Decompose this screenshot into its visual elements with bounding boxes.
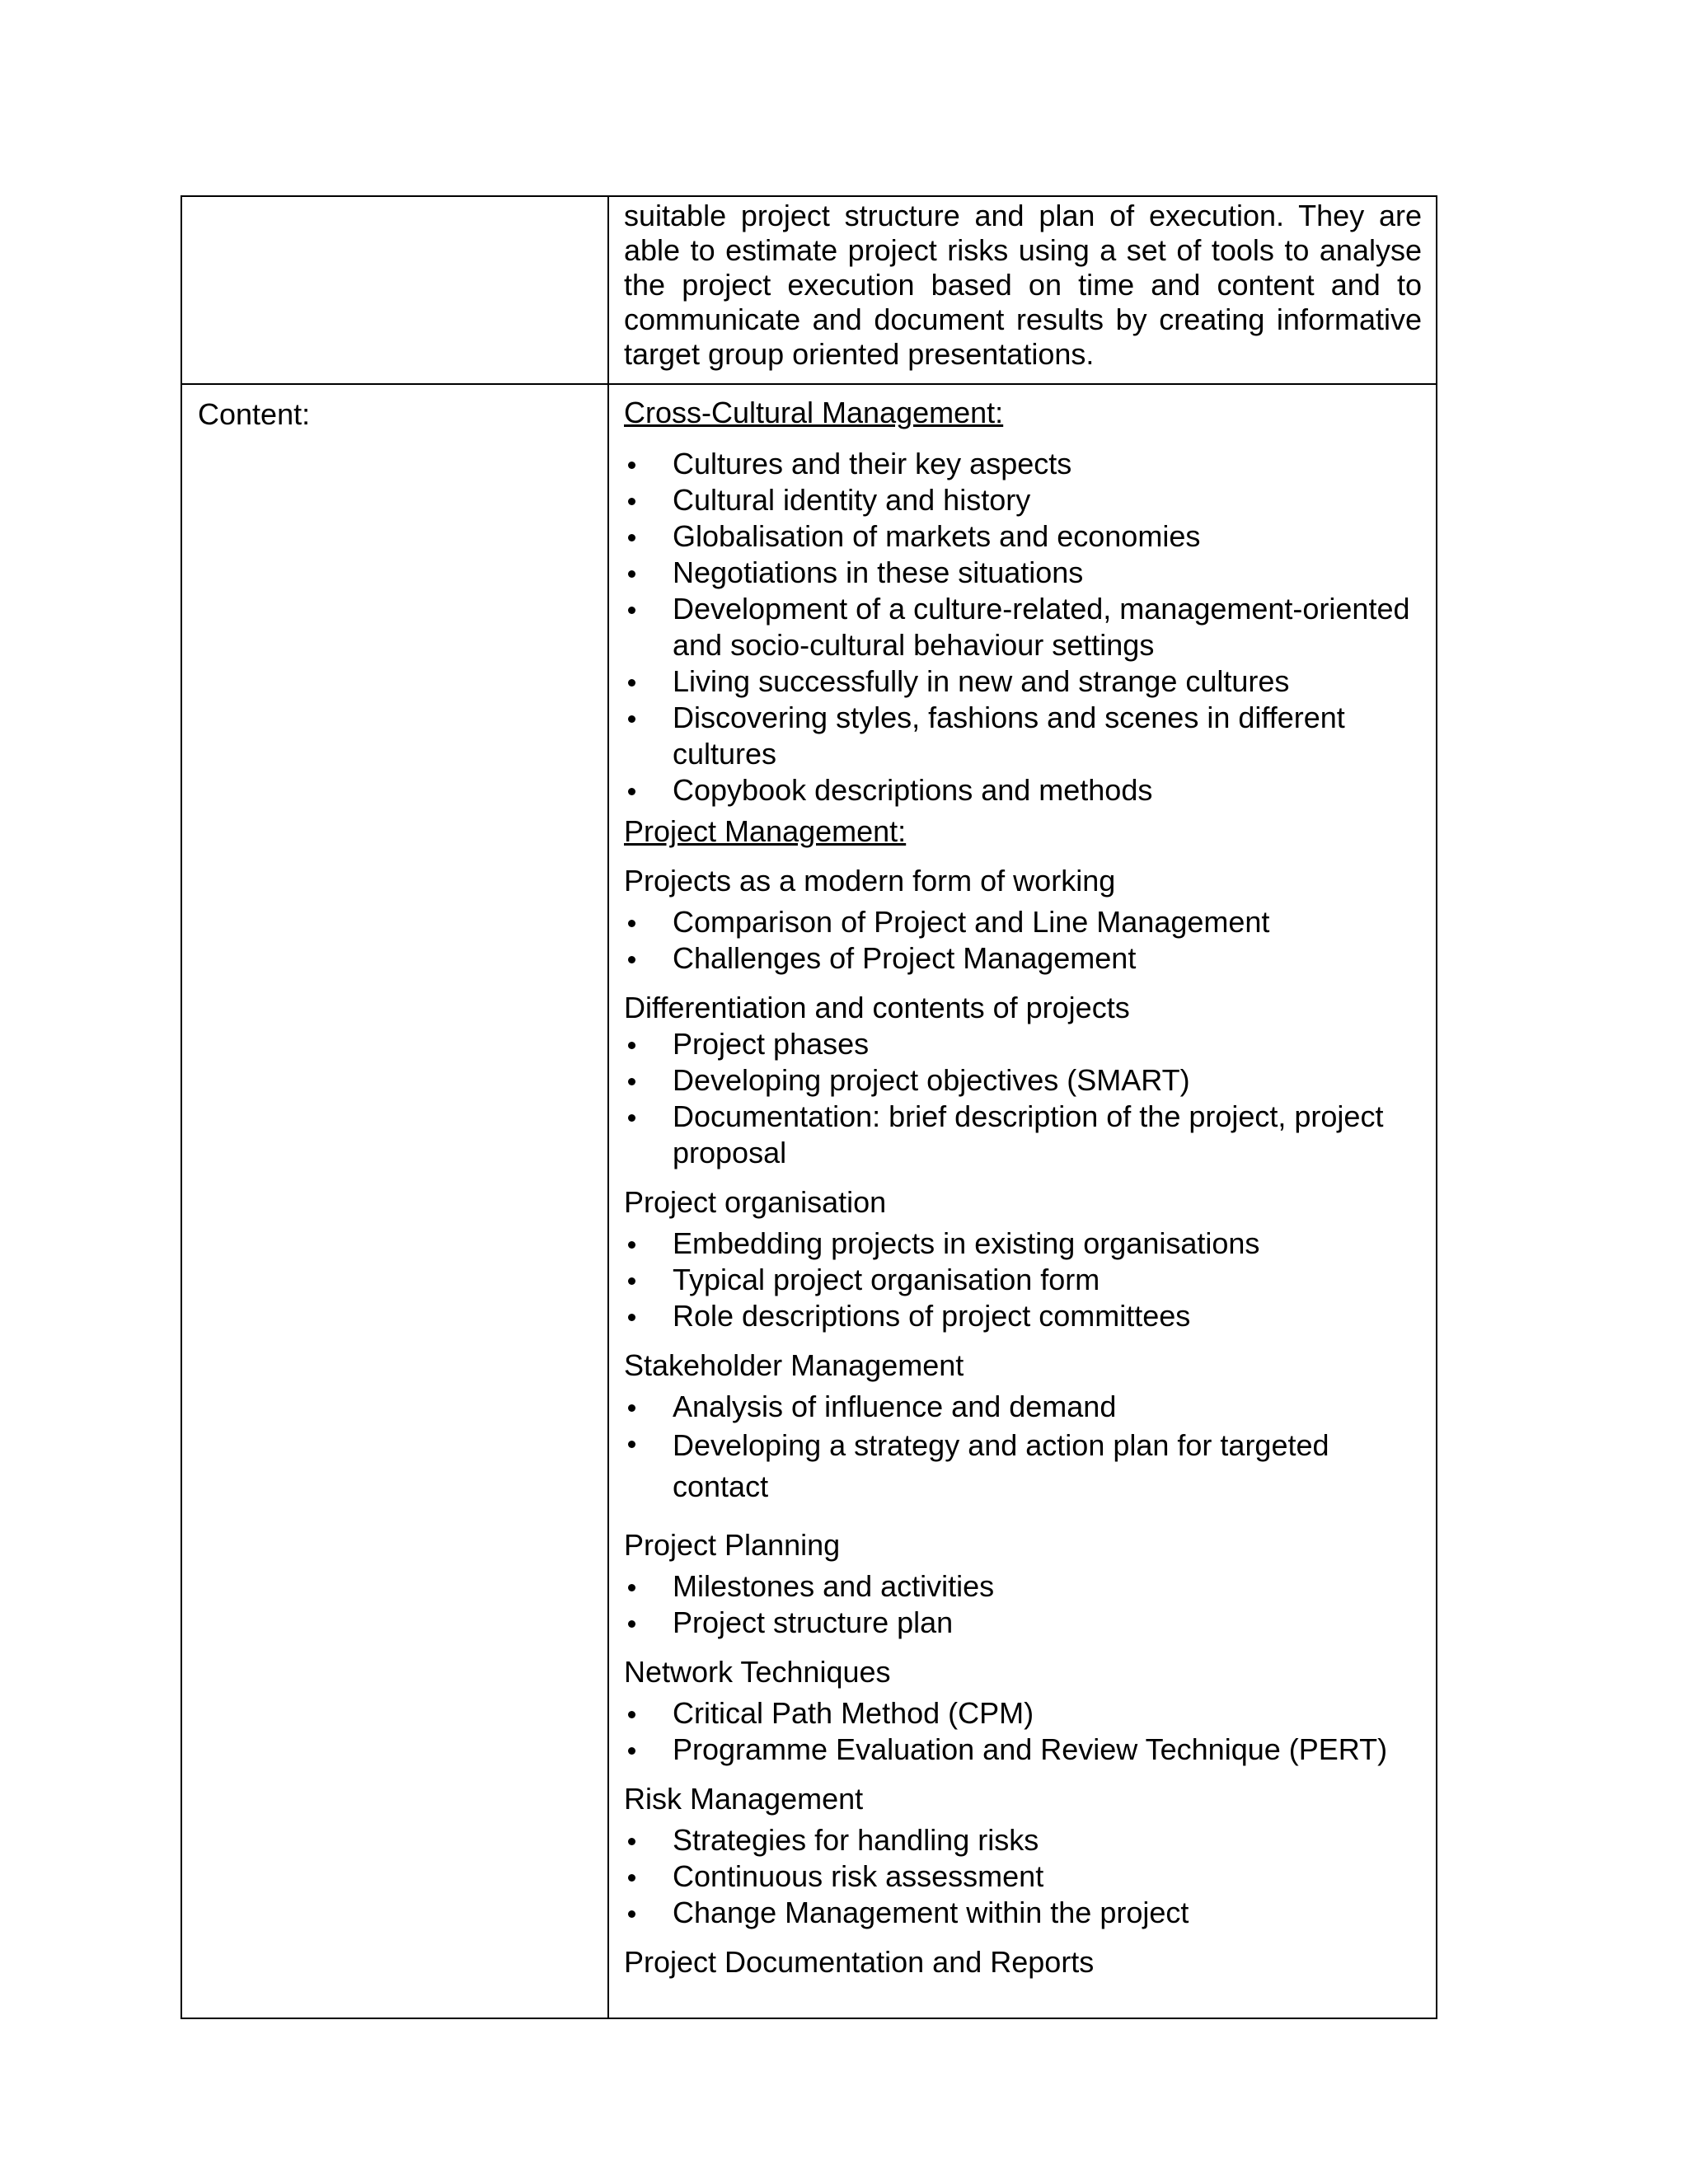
group-list — [624, 1822, 1422, 1931]
group-title: Network Techniques — [624, 1655, 891, 1689]
label-cell-empty — [182, 197, 609, 383]
list-item: Globalisation of markets and economies — [624, 518, 1422, 555]
list-item: Developing a strategy and action plan for targeted contact — [624, 1425, 1422, 1507]
group-list — [624, 904, 1422, 977]
list-item: Documentation: brief description of the project, project proposal — [624, 1099, 1422, 1171]
group-title: Project organisation — [624, 1185, 887, 1219]
group-title: Project Documentation and Reports — [624, 1945, 1095, 1979]
group-title: Risk Management — [624, 1782, 864, 1816]
list-item: Challenges of Project Management — [624, 940, 1422, 977]
list-item: Embedding projects in existing organisations — [624, 1226, 1422, 1262]
list-item: Milestones and activities — [624, 1568, 1422, 1605]
cross-cultural-list — [624, 446, 1422, 808]
group-list — [624, 1389, 1422, 1507]
list-item: Cultures and their key aspects — [624, 446, 1422, 482]
list-item: Development of a culture-related, management-oriented and socio-cultural behaviour settings — [624, 591, 1422, 663]
list-item: Critical Path Method (CPM) — [624, 1695, 1422, 1732]
list-item: Analysis of influence and demand — [624, 1389, 1422, 1425]
content-label: Content: — [182, 385, 609, 2018]
list-item: Living successfully in new and strange cultures — [624, 663, 1422, 700]
list-item: Change Management within the project — [624, 1895, 1422, 1931]
group-list — [624, 1568, 1422, 1641]
list-item: Developing project objectives (SMART) — [624, 1062, 1422, 1099]
project-management-heading: Project Management: — [624, 814, 907, 848]
list-item: Strategies for handling risks — [624, 1822, 1422, 1858]
list-item: Negotiations in these situations — [624, 555, 1422, 591]
group-list — [624, 1695, 1422, 1768]
list-item: Project structure plan — [624, 1605, 1422, 1641]
list-item: Copybook descriptions and methods — [624, 772, 1422, 808]
group-title: Differentiation and contents of projects — [624, 991, 1130, 1024]
list-item: Project phases — [624, 1026, 1422, 1062]
group-title: Stakeholder Management — [624, 1348, 964, 1382]
table-row-continuation — [182, 197, 1436, 383]
list-item: Comparison of Project and Line Management — [624, 904, 1422, 940]
list-item: Programme Evaluation and Review Technique (PERT) — [624, 1732, 1422, 1768]
group-list — [624, 1226, 1422, 1334]
group-title: Project Planning — [624, 1528, 841, 1562]
continuation-cell — [609, 197, 1436, 383]
cross-cultural-heading: Cross-Cultural Management: — [624, 396, 1004, 429]
list-item: Continuous risk assessment — [624, 1858, 1422, 1895]
list-item: Discovering styles, fashions and scenes in different cultures — [624, 700, 1422, 772]
group-list — [624, 1026, 1422, 1171]
list-item: Cultural identity and history — [624, 482, 1422, 518]
continuation-text: suitable project structure and plan of execution. They are able to estimate project risks using a set of tools to analyse the project execution based on time and content and to communicate and document results by creating informative target group oriented presentations. — [624, 199, 1422, 371]
module-table — [181, 195, 1437, 2019]
list-item: Typical project organisation form — [624, 1262, 1422, 1298]
table-row-content — [182, 383, 1436, 2018]
content-cell — [609, 385, 1436, 2018]
list-item: Role descriptions of project committees — [624, 1298, 1422, 1334]
group-title: Projects as a modern form of working — [624, 864, 1116, 898]
